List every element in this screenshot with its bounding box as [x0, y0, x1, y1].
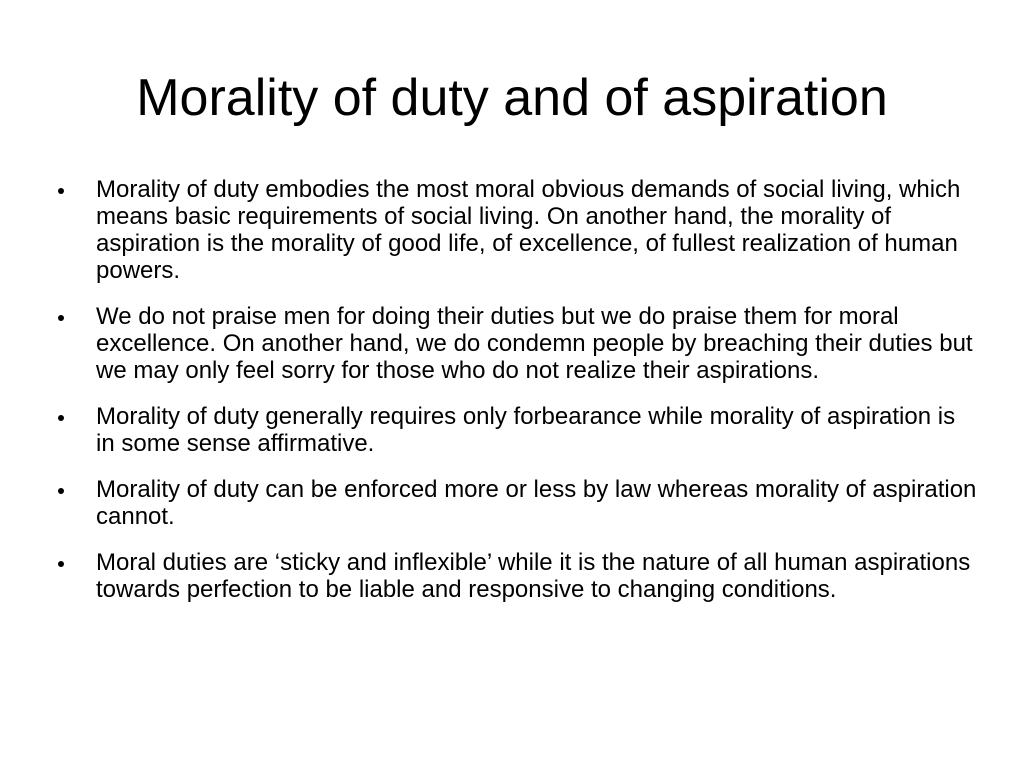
bullet-text: Morality of duty can be enforced more or less by law whereas morality of aspiration cannot.: [96, 476, 977, 530]
bullet-item: [58, 303, 978, 384]
bullet-item: [58, 403, 978, 457]
bullet-dot-icon: [58, 488, 64, 494]
bullet-item: [58, 176, 978, 284]
bullet-dot-icon: [58, 415, 64, 421]
bullet-dot-icon: [58, 561, 64, 567]
bullet-text: Moral duties are ‘sticky and inflexible’ while it is the nature of all human aspirations towards perfection to be liable and responsive to changing conditions.: [96, 549, 971, 603]
bullet-dot-icon: [58, 315, 64, 321]
bullet-text: Morality of duty embodies the most moral obvious demands of social living, which means basic requirements of social living. On another hand, the morality of aspiration is the morality of good life, of excellence, of fullest realization of human powers.: [96, 176, 961, 284]
bullet-dot-icon: [58, 188, 64, 194]
bullet-text: Morality of duty generally requires only forbearance while morality of aspiration is in some sense affirmative.: [96, 403, 956, 457]
bullet-list: [58, 176, 978, 622]
slide-title: Morality of duty and of aspiration: [136, 69, 888, 127]
bullet-item: [58, 476, 978, 530]
bullet-text: We do not praise men for doing their duties but we do praise them for moral excellence. On another hand, we do condemn people by breaching their duties but we may only feel sorry for those who do not realize their aspirations.: [96, 303, 973, 384]
bullet-item: [58, 549, 978, 603]
